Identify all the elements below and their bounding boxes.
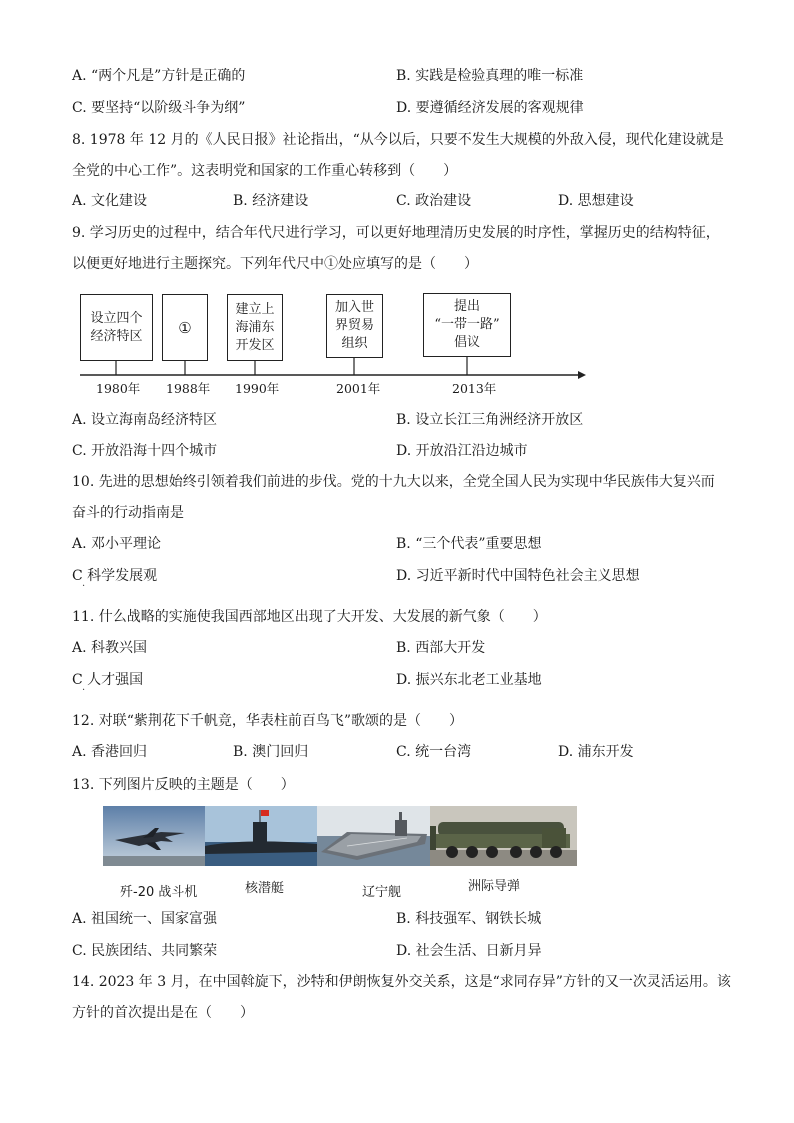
q12-option-d: D. 浦东开发 bbox=[558, 744, 634, 760]
q8-option-c: C. 政治建设 bbox=[396, 193, 472, 209]
q11-option-d: D. 振兴东北老工业基地 bbox=[396, 672, 542, 688]
timeline-box-1990: 建立上 海浦东 开发区 bbox=[227, 294, 283, 361]
q9-option-c: C. 开放沿海十四个城市 bbox=[72, 443, 218, 459]
q12-option-a: A. 香港回归 bbox=[72, 744, 148, 760]
timeline-box-blank: ① bbox=[162, 294, 208, 361]
q9-stem-line2: 以便更好地进行主题探究。下列年代尺中①处应填写的是（ ） bbox=[72, 256, 478, 272]
q12-stem: 12. 对联“紫荆花下千帆竞，华表柱前百鸟飞”歌颂的是（ ） bbox=[72, 713, 464, 729]
q10-option-a: A. 邓小平理论 bbox=[72, 536, 162, 552]
q13-option-b: B. 科技强军、钢铁长城 bbox=[396, 911, 542, 927]
timeline-box-2001: 加入世 界贸易 组织 bbox=[326, 294, 383, 358]
q13-option-c: C. 民族团结、共同繁荣 bbox=[72, 943, 218, 959]
timeline-year-1990: 1990年 bbox=[235, 381, 280, 396]
timeline-axis bbox=[0, 0, 794, 400]
q13-option-a: A. 祖国统一、国家富强 bbox=[72, 911, 218, 927]
caption-carrier: 辽宁舰 bbox=[362, 885, 402, 900]
q10-option-c: C 科学发展观 bbox=[72, 568, 158, 584]
timeline-year-2013: 2013年 bbox=[452, 381, 497, 396]
timeline-box-1980: 设立四个 经济特区 bbox=[80, 294, 153, 361]
icbm-launcher-photo bbox=[430, 806, 577, 866]
q11-option-c-dot: · bbox=[82, 685, 86, 696]
fighter-jet-photo bbox=[103, 806, 205, 866]
q7-option-b: B. 实践是检验真理的唯一标准 bbox=[396, 68, 584, 84]
q14-stem-line2: 方针的首次提出是在（ ） bbox=[72, 1005, 254, 1021]
q11-option-a: A. 科教兴国 bbox=[72, 640, 148, 656]
q10-option-c-dot: · bbox=[82, 581, 86, 592]
q7-option-c: C. 要坚持“以阶级斗争为纲” bbox=[72, 100, 246, 116]
caption-icbm: 洲际导弹 bbox=[468, 879, 521, 894]
aircraft-carrier-photo bbox=[317, 806, 430, 866]
q10-option-b: B. “三个代表”重要思想 bbox=[396, 536, 542, 552]
q8-option-d: D. 思想建设 bbox=[558, 193, 634, 209]
q8-option-b: B. 经济建设 bbox=[233, 193, 309, 209]
q8-stem-line2: 全党的中心工作”。这表明党和国家的工作重心转移到（ ） bbox=[72, 163, 458, 179]
timeline-year-2001: 2001年 bbox=[336, 381, 381, 396]
q8-option-a: A. 文化建设 bbox=[72, 193, 148, 209]
q10-stem-line1: 10. 先进的思想始终引领着我们前进的步伐。党的十九大以来，全党全国人民为实现中华民族伟大复兴而 bbox=[72, 474, 715, 490]
q9-stem-line1: 9. 学习历史的过程中，结合年代尺进行学习，可以更好地理清历史发展的时序性，掌握历史的结构特征， bbox=[72, 225, 720, 241]
q12-option-c: C. 统一台湾 bbox=[396, 744, 472, 760]
q14-stem-line1: 14. 2023 年 3 月，在中国斡旋下，沙特和伊朗恢复外交关系，这是“求同存异”方针的又一次灵活运用。该 bbox=[72, 974, 731, 990]
caption-fighter-jet: 歼-20 战斗机 bbox=[120, 885, 198, 900]
q11-stem: 11. 什么战略的实施使我国西部地区出现了大开发、大发展的新气象（ ） bbox=[72, 609, 547, 625]
q11-option-b: B. 西部大开发 bbox=[396, 640, 486, 656]
timeline-year-1988: 1988年 bbox=[166, 381, 211, 396]
q7-option-d: D. 要遵循经济发展的客观规律 bbox=[396, 100, 584, 116]
q7-option-a: A. “两个凡是”方针是正确的 bbox=[72, 68, 246, 84]
q9-option-b: B. 设立长江三角洲经济开放区 bbox=[396, 412, 584, 428]
q10-stem-line2: 奋斗的行动指南是 bbox=[72, 505, 184, 521]
q8-stem-line1: 8. 1978 年 12 月的《人民日报》社论指出，“从今以后，只要不发生大规模的外敌入侵，现代化建设就是 bbox=[72, 132, 724, 148]
q10-option-d: D. 习近平新时代中国特色社会主义思想 bbox=[396, 568, 640, 584]
submarine-photo bbox=[205, 806, 317, 866]
q9-option-d: D. 开放沿江沿边城市 bbox=[396, 443, 528, 459]
caption-submarine: 核潜艇 bbox=[245, 881, 285, 896]
q11-option-c: C 人才强国 bbox=[72, 672, 144, 688]
timeline-box-2013: 提出 “一带一路” 倡议 bbox=[423, 293, 511, 357]
timeline-year-1980: 1980年 bbox=[96, 381, 141, 396]
q12-option-b: B. 澳门回归 bbox=[233, 744, 309, 760]
q13-stem: 13. 下列图片反映的主题是（ ） bbox=[72, 777, 295, 793]
q13-option-d: D. 社会生活、日新月异 bbox=[396, 943, 542, 959]
q9-option-a: A. 设立海南岛经济特区 bbox=[72, 412, 218, 428]
